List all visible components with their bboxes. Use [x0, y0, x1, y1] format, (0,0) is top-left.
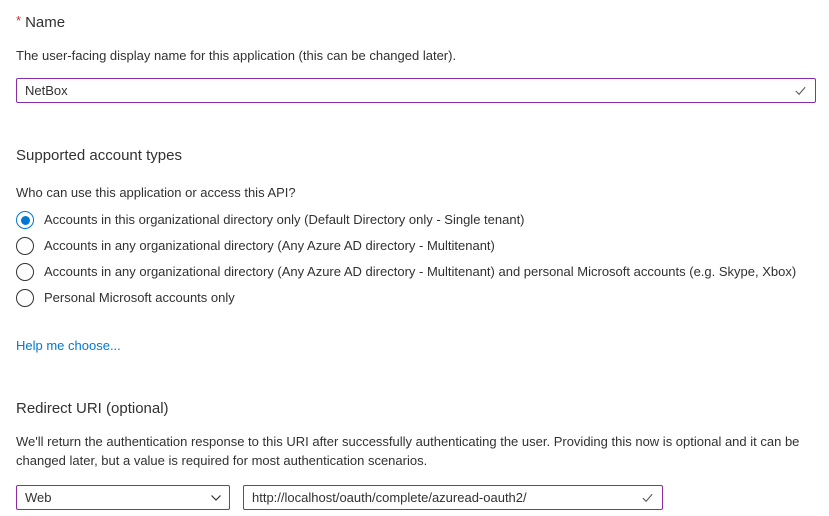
name-input-wrapper — [16, 78, 816, 103]
radio-label: Personal Microsoft accounts only — [44, 290, 235, 305]
platform-select-wrapper — [16, 485, 230, 510]
name-field-description: The user-facing display name for this application (this can be changed later). — [16, 48, 457, 63]
name-field-heading — [16, 12, 813, 32]
radio-circle-icon — [16, 263, 34, 281]
redirect-uri-input-wrapper — [243, 485, 663, 510]
platform-select[interactable] — [16, 485, 230, 510]
radio-label: Accounts in any organizational directory (Any Azure AD directory - Multitenant) and personal Microsoft accounts (e.g. Skype, Xbox) — [44, 264, 797, 279]
radio-single-tenant[interactable] — [16, 210, 813, 230]
radio-multitenant[interactable] — [16, 236, 813, 256]
radio-label: Accounts in this organizational directory only (Default Directory only - Single tenant) — [44, 212, 525, 227]
radio-label: Accounts in any organizational directory (Any Azure AD directory - Multitenant) — [44, 238, 495, 253]
account-types-question: Who can use this application or access this API? — [16, 185, 296, 200]
radio-multitenant-personal[interactable] — [16, 262, 813, 282]
redirect-uri-heading: Redirect URI (optional) — [16, 400, 169, 417]
app-registration-form — [0, 12, 829, 510]
name-field-label: Name — [25, 14, 66, 31]
redirect-uri-description: We'll return the authentication response to this URI after successfully authenticating the user. Providing this now is optional and it can be changed later, but a value is required for most authentication scenarios. — [16, 434, 800, 468]
radio-circle-icon — [16, 289, 34, 307]
redirect-uri-controls — [16, 485, 813, 510]
account-types-radio-group — [16, 210, 813, 308]
radio-personal-only[interactable] — [16, 288, 813, 308]
help-me-choose-link[interactable]: Help me choose... — [16, 338, 121, 353]
redirect-uri-input[interactable] — [243, 485, 663, 510]
required-asterisk: * — [16, 13, 22, 28]
radio-circle-icon — [16, 211, 34, 229]
name-input[interactable] — [16, 78, 816, 103]
platform-select-value: Web — [25, 490, 52, 505]
radio-circle-icon — [16, 237, 34, 255]
account-types-heading: Supported account types — [16, 147, 182, 164]
